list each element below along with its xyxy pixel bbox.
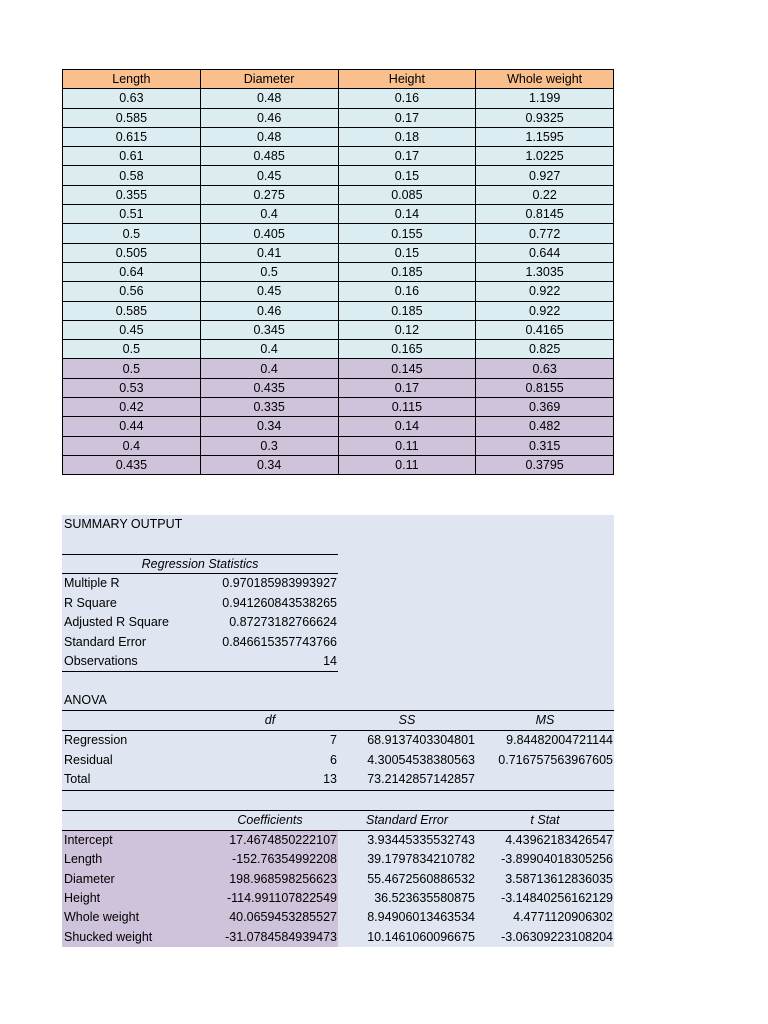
coef-standard-error: 36.523635580875 [374, 890, 475, 905]
regression-stat-row [62, 633, 338, 652]
stat-value: 0.846615357743766 [222, 634, 337, 649]
stat-value: 0.941260843538265 [222, 595, 337, 610]
summary-title: SUMMARY OUTPUT [64, 517, 183, 531]
table-row [63, 205, 614, 224]
regression-stat-row [62, 594, 338, 613]
cell-whole-weight[interactable]: 0.8155 [476, 378, 614, 397]
table-row [63, 282, 614, 301]
coef-t-stat: 3.58713612836035 [505, 871, 613, 886]
regression-stat-row [62, 574, 338, 593]
table-row [63, 398, 614, 417]
cell-whole-weight[interactable]: 0.22 [476, 185, 614, 204]
anova-ss: 68.9137403304801 [367, 733, 475, 747]
cell-height[interactable]: 0.11 [338, 436, 476, 455]
cell-height[interactable]: 0.14 [338, 205, 476, 224]
table-row [63, 417, 614, 436]
stat-label: Standard Error [64, 634, 146, 649]
coefficient-row [62, 850, 614, 869]
cell-diameter[interactable]: 0.48 [200, 127, 338, 146]
coef-value: -31.0784584939473 [225, 929, 337, 944]
cell-length[interactable]: 0.585 [63, 108, 201, 127]
cell-height[interactable]: 0.16 [338, 89, 476, 108]
cell-length[interactable]: 0.585 [63, 301, 201, 320]
cell-diameter[interactable]: 0.45 [200, 282, 338, 301]
anova-label: Regression [64, 733, 128, 747]
cell-height[interactable]: 0.17 [338, 378, 476, 397]
table-row [63, 436, 614, 455]
coef-value: 17.4674850222107 [229, 833, 337, 847]
coef-header-row [62, 811, 614, 830]
cell-height[interactable]: 0.155 [338, 224, 476, 243]
anova-df: 6 [330, 752, 337, 767]
cell-height[interactable]: 0.085 [338, 185, 476, 204]
coefficient-row [62, 889, 614, 908]
cell-diameter[interactable]: 0.41 [200, 243, 338, 262]
col-header-diameter[interactable]: Diameter [200, 70, 338, 89]
cell-diameter[interactable]: 0.405 [200, 224, 338, 243]
col-header-whole-weight[interactable]: Whole weight [476, 70, 614, 89]
cell-whole-weight[interactable]: 1.0225 [476, 147, 614, 166]
cell-whole-weight[interactable]: 0.927 [476, 166, 614, 185]
coefficient-row [62, 870, 614, 889]
anova-row [62, 770, 614, 789]
coef-standard-error: 39.1797834210782 [367, 852, 475, 867]
coef-t-stat: 4.43962183426547 [505, 833, 613, 847]
cell-diameter[interactable]: 0.345 [200, 320, 338, 339]
cell-height[interactable]: 0.15 [338, 166, 476, 185]
cell-whole-weight[interactable]: 0.63 [476, 359, 614, 378]
table-row [63, 166, 614, 185]
anova-header-ms: MS [535, 713, 555, 727]
table-row [63, 455, 614, 474]
table-row [63, 378, 614, 397]
cell-whole-weight[interactable]: 0.922 [476, 282, 614, 301]
anova-df: 13 [323, 772, 337, 786]
cell-whole-weight[interactable]: 1.3035 [476, 262, 614, 281]
coef-header-standard-error: Standard Error [366, 813, 448, 827]
table-row [63, 301, 614, 320]
cell-length[interactable]: 0.61 [63, 147, 201, 166]
summary-output [62, 515, 614, 947]
cell-length[interactable]: 0.45 [63, 320, 201, 339]
cell-height[interactable]: 0.18 [338, 127, 476, 146]
cell-length[interactable]: 0.505 [63, 243, 201, 262]
table-row [63, 243, 614, 262]
anova-header-ss: SS [398, 713, 416, 727]
coefficient-row [62, 908, 614, 927]
cell-length[interactable]: 0.42 [63, 398, 201, 417]
coef-label: Whole weight [64, 910, 140, 925]
cell-length[interactable]: 0.56 [63, 282, 201, 301]
cell-height[interactable]: 0.145 [338, 359, 476, 378]
coef-t-stat: 4.4771120906302 [513, 910, 613, 925]
cell-diameter[interactable]: 0.34 [200, 455, 338, 474]
coef-header-coefficients: Coefficients [237, 813, 303, 827]
table-row [63, 127, 614, 146]
cell-height[interactable]: 0.14 [338, 417, 476, 436]
regression-statistics-header: Regression Statistics [141, 557, 259, 571]
anova-row [62, 731, 614, 750]
anova-ss: 4.30054538380563 [367, 752, 475, 767]
table-row [63, 147, 614, 166]
coef-label: Height [64, 890, 101, 905]
cell-height[interactable]: 0.185 [338, 301, 476, 320]
coef-label: Intercept [64, 833, 113, 847]
stat-value: 0.87273182766624 [229, 615, 337, 629]
cell-diameter[interactable]: 0.4 [200, 359, 338, 378]
cell-diameter[interactable]: 0.45 [200, 166, 338, 185]
cell-height[interactable]: 0.16 [338, 282, 476, 301]
coef-value: 40.0659453285527 [229, 910, 337, 925]
coef-value: -152.76354992208 [232, 852, 337, 867]
anova-df: 7 [330, 733, 337, 747]
cell-whole-weight[interactable]: 0.482 [476, 417, 614, 436]
anova-ms: 9.84482004721144 [506, 733, 613, 747]
coef-value: -114.991107822549 [226, 890, 337, 905]
cell-length[interactable]: 0.64 [63, 262, 201, 281]
anova-title: ANOVA [64, 693, 107, 707]
coef-label: Diameter [64, 871, 115, 886]
coef-standard-error: 55.4672560886532 [367, 871, 475, 886]
cell-diameter[interactable]: 0.335 [200, 398, 338, 417]
cell-height[interactable]: 0.15 [338, 243, 476, 262]
cell-whole-weight[interactable]: 0.4165 [476, 320, 614, 339]
cell-length[interactable]: 0.63 [63, 89, 201, 108]
cell-height[interactable]: 0.165 [338, 340, 476, 359]
cell-length[interactable]: 0.44 [63, 417, 201, 436]
stat-label: Observations [64, 654, 138, 668]
coef-t-stat: -3.89904018305256 [501, 852, 613, 867]
stat-value: 0.970185983993927 [222, 576, 337, 590]
cell-whole-weight[interactable]: 1.199 [476, 89, 614, 108]
cell-whole-weight[interactable]: 0.369 [476, 398, 614, 417]
coef-label: Length [64, 852, 103, 867]
cell-length[interactable]: 0.53 [63, 378, 201, 397]
cell-height[interactable]: 0.11 [338, 455, 476, 474]
cell-diameter[interactable]: 0.275 [200, 185, 338, 204]
cell-whole-weight[interactable]: 0.644 [476, 243, 614, 262]
cell-whole-weight[interactable]: 0.825 [476, 340, 614, 359]
cell-whole-weight[interactable]: 0.772 [476, 224, 614, 243]
table-row [63, 185, 614, 204]
cell-length[interactable]: 0.5 [63, 340, 201, 359]
cell-diameter[interactable]: 0.34 [200, 417, 338, 436]
cell-diameter[interactable]: 0.46 [200, 301, 338, 320]
table-row [63, 224, 614, 243]
table-row [63, 89, 614, 108]
coef-header-t-stat: t Stat [530, 813, 560, 827]
anova-ms: 0.716757563967605 [498, 752, 613, 767]
coef-standard-error: 3.93445335532743 [367, 833, 475, 847]
data-table-body [63, 89, 614, 475]
anova-label: Residual [64, 752, 113, 767]
cell-length[interactable]: 0.51 [63, 205, 201, 224]
cell-height[interactable]: 0.17 [338, 108, 476, 127]
stat-value: 14 [323, 654, 337, 668]
cell-length[interactable]: 0.58 [63, 166, 201, 185]
anova-header-df: df [264, 713, 276, 727]
cell-length[interactable]: 0.5 [63, 224, 201, 243]
cell-diameter[interactable]: 0.3 [200, 436, 338, 455]
cell-height[interactable]: 0.17 [338, 147, 476, 166]
data-table-header-row [63, 70, 614, 89]
cell-diameter[interactable]: 0.5 [200, 262, 338, 281]
cell-length[interactable]: 0.435 [63, 455, 201, 474]
table-row [63, 108, 614, 127]
coefficient-row [62, 831, 614, 850]
cell-length[interactable]: 0.615 [63, 127, 201, 146]
cell-diameter[interactable]: 0.435 [200, 378, 338, 397]
regression-stat-row [62, 652, 338, 671]
cell-whole-weight[interactable]: 0.922 [476, 301, 614, 320]
cell-diameter[interactable]: 0.485 [200, 147, 338, 166]
cell-height[interactable]: 0.12 [338, 320, 476, 339]
coef-label: Shucked weight [64, 929, 153, 944]
cell-length[interactable]: 0.5 [63, 359, 201, 378]
stat-label: Multiple R [64, 576, 120, 590]
table-row [63, 320, 614, 339]
anova-row [62, 751, 614, 770]
anova-ss: 73.2142857142857 [367, 772, 475, 786]
col-header-height[interactable]: Height [338, 70, 476, 89]
table-row [63, 262, 614, 281]
table-row [63, 359, 614, 378]
stat-label: R Square [64, 595, 117, 610]
coef-t-stat: -3.06309223108204 [501, 929, 613, 944]
coefficient-row [62, 928, 614, 947]
cell-height[interactable]: 0.115 [338, 398, 476, 417]
cell-height[interactable]: 0.185 [338, 262, 476, 281]
coef-t-stat: -3.14840256162129 [501, 890, 613, 905]
cell-diameter[interactable]: 0.4 [200, 340, 338, 359]
data-table [62, 69, 614, 475]
stat-label: Adjusted R Square [64, 615, 169, 629]
coef-value: 198.968598256623 [229, 871, 337, 886]
cell-whole-weight[interactable]: 0.8145 [476, 205, 614, 224]
cell-whole-weight[interactable]: 0.9325 [476, 108, 614, 127]
cell-length[interactable]: 0.4 [63, 436, 201, 455]
coef-standard-error: 8.94906013463534 [367, 910, 475, 925]
cell-diameter[interactable]: 0.4 [200, 205, 338, 224]
anova-header-row [62, 711, 614, 730]
anova-label: Total [64, 772, 91, 786]
cell-length[interactable]: 0.355 [63, 185, 201, 204]
table-row [63, 340, 614, 359]
divider [62, 790, 614, 791]
coef-standard-error: 10.1461060096675 [367, 929, 475, 944]
cell-whole-weight[interactable]: 0.315 [476, 436, 614, 455]
regression-stat-row [62, 613, 338, 632]
col-header-length[interactable]: Length [63, 70, 201, 89]
cell-diameter[interactable]: 0.46 [200, 108, 338, 127]
cell-diameter[interactable]: 0.48 [200, 89, 338, 108]
divider [62, 671, 338, 672]
cell-whole-weight[interactable]: 0.3795 [476, 455, 614, 474]
cell-whole-weight[interactable]: 1.1595 [476, 127, 614, 146]
